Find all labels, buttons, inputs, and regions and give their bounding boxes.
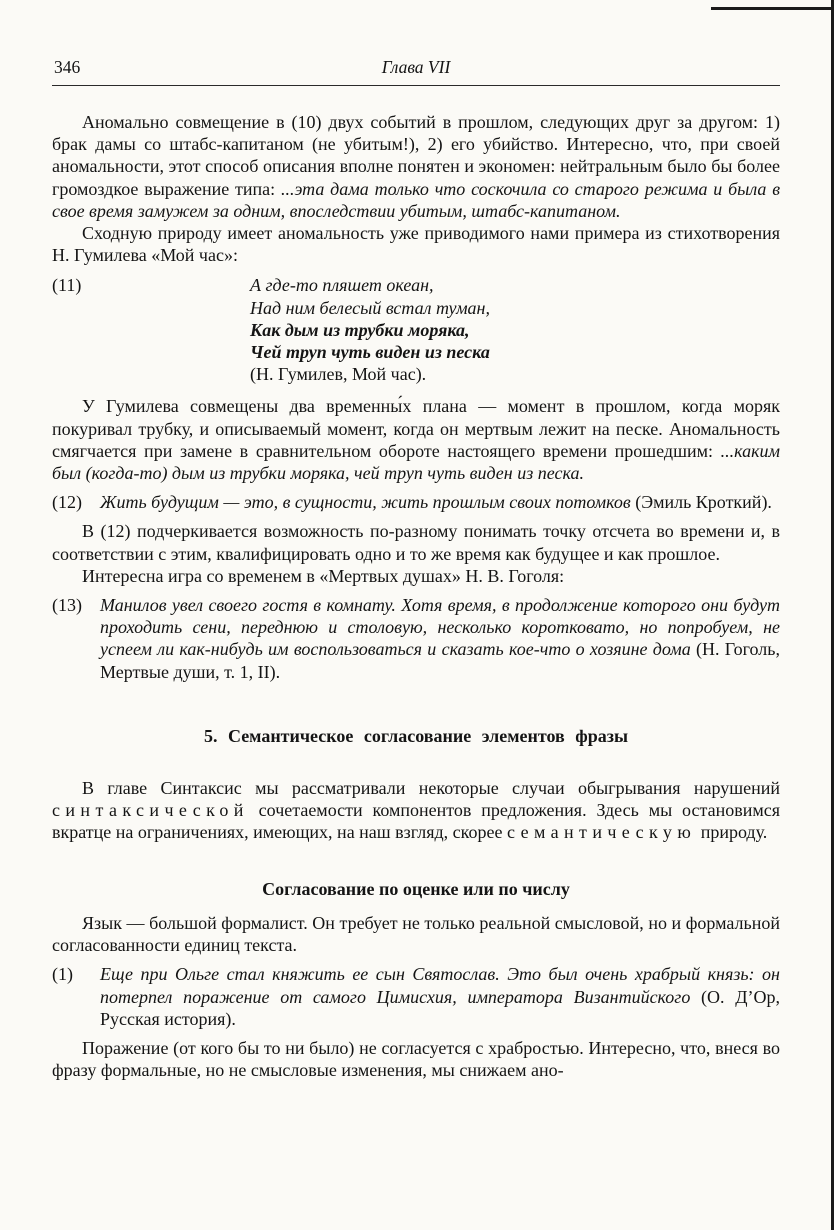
page-number: 346 <box>54 57 81 77</box>
example-11-label: (11) <box>52 275 82 296</box>
text-run: В главе Синтаксис мы рассматривали некоторые случаи обыгрывания нарушений <box>82 778 780 799</box>
text-run: (Н. Гоголь, Мертвые души, т. 1, II). <box>100 639 780 682</box>
paragraph-example12-analysis <box>52 520 780 564</box>
example-12-label: (12) <box>52 492 82 513</box>
poem-attribution: (Н. Гумилев, Мой час). <box>250 364 427 385</box>
text-run-italic: ...каким был (когда-то) дым из трубки моряка, чей труп чуть виден из песка. <box>52 440 780 484</box>
text-run: сочетаемости компонентов предложения. Здесь мы остановимся вкратце на ограничениях, имеющих, на наш взгляд, скорее <box>52 800 780 843</box>
text-run: Интересна игра со временем в «Мертвых душах» Н. В. Гоголя: <box>82 565 565 586</box>
page-header <box>52 56 780 78</box>
example-11 <box>52 274 780 385</box>
text-run: Сходную природу имеет аномальность уже приводимого нами примера из стихотворения Н. Гумилева «Мой час»: <box>52 223 780 266</box>
text-run-italic: ...эта дама только что соскочила со старого режима и была в свое время замужем за одним, впоследствии убитым, штабс-капитаном. <box>52 178 781 221</box>
poem-line-1: А где-то пляшет океан, <box>250 275 434 296</box>
chapter-title: Глава VII <box>381 57 451 77</box>
poem-line-4: Чей труп чуть виден из песка <box>250 342 490 363</box>
paragraph-defeat-bravery <box>52 1037 780 1081</box>
paragraph-gumilev-intro <box>52 222 780 266</box>
text-run: (О. Д’Ор, Русская история). <box>100 986 781 1029</box>
scan-edge-artifact-top <box>711 7 831 10</box>
text-run-letterspaced: семантическую <box>506 822 697 843</box>
text-run: Язык — большой формалист. Он требует не только реальной смысловой, но и формальной согласованности единиц текста. <box>52 912 780 956</box>
page-body <box>52 111 780 1081</box>
section-heading-semantic-agreement: 5. Семантическое согласование элементов фразы <box>203 725 629 746</box>
paragraph-anomaly-events <box>52 111 780 222</box>
text-run-italic: Манилов увел своего гостя в комнату. Хотя время, в продолжение которого они будут проходить сени, переднюю и столовую, несколько коротковато, но попробуем, не успеем ли как-нибудь им воспользоваться и сказать кое-что о хозяине дома <box>100 595 780 660</box>
paragraph-gumilev-analysis <box>52 395 780 484</box>
paragraph-gogol-intro <box>52 565 780 587</box>
example-1 <box>52 963 780 1030</box>
poem-line-2: Над ним белесый встал туман, <box>250 297 490 318</box>
subsection-heading-agreement-by-value: Согласование по оценке или по числу <box>262 878 570 899</box>
text-run-italic: Жить будущим — это, в сущности, жить прошлым своих потомков <box>100 492 636 513</box>
poem-block <box>250 274 780 385</box>
text-run-letterspaced: синтаксической <box>52 800 249 821</box>
example-12 <box>52 491 780 513</box>
paragraph-syntax-chapter <box>52 777 780 844</box>
text-run: У Гумилева совмещены два временны́х плана — момент в прошлом, когда моряк покуривал трубку, и описываемый момент, когда он мертвым лежит на песке. Аномальность смягчается при замене в сравнительном обороте настоящего времени прошедшим: <box>52 396 780 461</box>
example-13-label: (13) <box>52 595 82 616</box>
header-rule <box>52 85 780 86</box>
example-13 <box>52 594 780 683</box>
text-run: Аномально совмещение в (10) двух событий в прошлом, следующих друг за другом: 1) брак дамы со штабс-капитаном (не убитым!), 2) его убийство. Интересно, что, при своей аномальности, этот способ описания вполне понятен и экономен: нейтральным было бы более громоздкое выражение типа: <box>52 112 780 199</box>
poem-line-3: Как дым из трубки моряка, <box>250 319 470 340</box>
text-run-italic: Еще при Ольге стал княжить ее сын Святослав. Это был очень храбрый князь: он потерпел поражение от самого Цимисхия, императора Византийского <box>100 964 780 1007</box>
text-run: Поражение (от кого бы то ни было) не согласуется с храбростью. Интересно, что, внеся во фразу формальные, но не смысловые изменения, мы снижаем ано- <box>52 1037 780 1081</box>
example-1-label: (1) <box>52 964 73 985</box>
text-run: природу. <box>696 822 768 843</box>
text-run: В (12) подчеркивается возможность по-разному понимать точку отсчета во времени и, в соответствии с этим, квалифицировать одно и то же время как будущее и как прошлое. <box>52 521 780 564</box>
paragraph-language-formalist <box>52 912 780 956</box>
text-run: (Эмиль Кроткий). <box>635 492 772 513</box>
